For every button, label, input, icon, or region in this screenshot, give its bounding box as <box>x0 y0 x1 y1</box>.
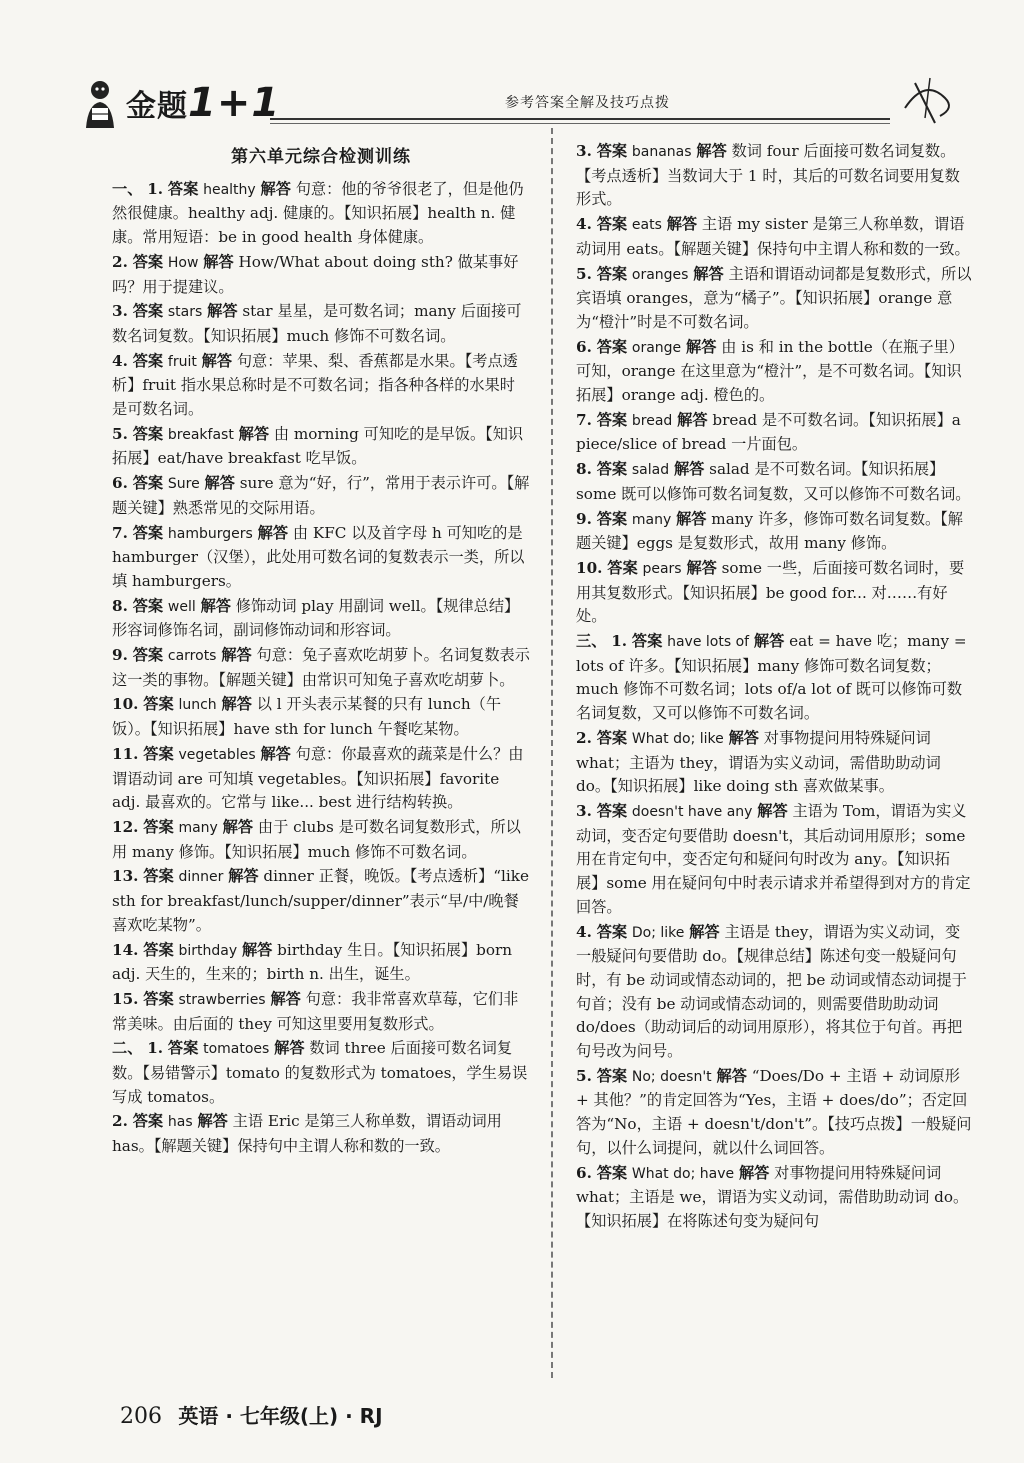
answer-label: 答案 <box>596 264 628 283</box>
item-number: 3. <box>576 142 592 160</box>
answer-label: 答案 <box>132 646 164 665</box>
answer-label: 答案 <box>167 179 199 198</box>
item-number: 10. <box>576 558 603 577</box>
answer-label: 答案 <box>143 867 174 886</box>
item-prefix: 一、 <box>112 179 143 198</box>
answer-item <box>576 727 972 799</box>
answer-text: bananas <box>631 144 692 160</box>
answer-text: vegetables <box>178 746 256 763</box>
explain-label: 解答 <box>257 523 289 542</box>
answer-item <box>576 557 972 629</box>
answer-text: doesn't have any <box>631 803 753 820</box>
answer-item <box>576 336 972 408</box>
item-number: 2. <box>112 1112 128 1131</box>
answer-text: breakfast <box>167 426 234 443</box>
item-number: 3. <box>576 801 592 820</box>
explain-label: 解答 <box>686 558 717 577</box>
answer-label: 答案 <box>143 989 174 1008</box>
answer-text: tomatoes <box>203 1041 270 1058</box>
explain-label: 解答 <box>228 867 259 886</box>
answer-item <box>112 644 530 692</box>
answer-text: well <box>167 598 196 615</box>
answer-text: many <box>631 511 672 528</box>
page-footer <box>120 1400 383 1429</box>
item-number: 9. <box>112 646 128 665</box>
explain-label: 解答 <box>200 596 231 615</box>
answer-label: 答案 <box>132 252 164 271</box>
explain-label: 解答 <box>207 302 238 321</box>
explain-text: 由 morning 可知吃的是早饭。【知识拓展】eat/have breakfast 吃早饭。 <box>112 424 524 468</box>
item-number: 2. <box>576 728 592 747</box>
explain-label: 解答 <box>241 940 273 959</box>
explain-label: 解答 <box>221 695 252 714</box>
answer-item <box>112 251 530 299</box>
explain-text: 主语和谓语动词都是复数形式，所以宾语填 oranges，意为“橘子”。【知识拓展】orange 意为“橙汁”时是不可数名词。 <box>576 264 972 331</box>
answer-label: 答案 <box>132 1112 164 1131</box>
swirl-decoration-icon <box>895 68 965 128</box>
answer-label: 答案 <box>596 410 628 429</box>
answer-item <box>112 743 530 815</box>
answer-label: 答案 <box>143 695 174 714</box>
answer-text: have lots of <box>667 634 750 651</box>
explain-text: 句意：他的爷爷很老了，但是他仍然很健康。healthy adj. 健康的。【知识拓展】health n. 健康。常用短语：be in good health 身体健康。 <box>112 179 524 247</box>
explain-text: 数词 four 后面接可数名词复数。【考点透析】当数词大于 1 时，其后的可数名词要用复数形式。 <box>576 142 960 209</box>
answer-item <box>112 939 530 987</box>
explain-text: 数词 three 后面接可数名词复数。【易错警示】tomato 的复数形式为 tomatoes，学生易误写成 tomatos。 <box>112 1039 528 1106</box>
answer-text: hamburgers <box>167 525 253 542</box>
explain-label: 解答 <box>222 817 254 836</box>
explain-label: 解答 <box>197 1112 228 1131</box>
answer-item <box>576 263 972 335</box>
explain-label: 解答 <box>260 179 291 198</box>
explain-label: 解答 <box>738 1163 770 1182</box>
explain-text: sure 意为“好，行”，常用于表示许可。【解题关键】熟悉常见的交际用语。 <box>112 474 530 517</box>
item-number: 4. <box>576 215 592 234</box>
answer-label: 答案 <box>143 940 174 959</box>
answer-text: has <box>167 1114 193 1131</box>
explain-label: 解答 <box>686 337 717 356</box>
answer-text: healthy <box>203 181 256 198</box>
answer-label: 答案 <box>596 460 628 479</box>
left-answer-list <box>112 178 530 1159</box>
item-prefix: 二、 <box>112 1039 143 1058</box>
answer-text: What do; have <box>631 1165 735 1182</box>
explain-text: dinner 正餐，晚饭。【考点透析】“like sth for breakfast/lunch/supper/dinner”表示“早/中/晚餐喜欢吃某物”。 <box>112 867 529 934</box>
subject-label: 英语 · 七年级(上) · RJ <box>178 1404 383 1428</box>
answer-item <box>112 300 530 348</box>
answer-item <box>112 423 530 471</box>
answer-label: 答案 <box>596 1163 628 1182</box>
item-number: 11. <box>112 744 139 763</box>
answer-item <box>112 1110 530 1158</box>
explain-label: 解答 <box>689 922 720 941</box>
explain-label: 解答 <box>238 424 270 443</box>
answer-item <box>112 350 530 422</box>
item-number: 4. <box>112 351 128 370</box>
explain-label: 解答 <box>757 801 788 820</box>
right-answer-list <box>576 140 972 1234</box>
header-rule <box>270 118 890 120</box>
explain-text: 句意：苹果、梨、香蕉都是水果。【考点透析】fruit 指水果总称时是不可数名词；指各种各样的水果时是可数名词。 <box>112 351 518 419</box>
explain-text: 以 l 开头表示某餐的只有 lunch（午饭）。【知识拓展】have sth for lunch 午餐吃某物。 <box>112 695 502 739</box>
item-number: 15. <box>112 989 139 1008</box>
answer-item <box>576 458 972 506</box>
explain-text: birthday 生日。【知识拓展】born adj. 天生的，生来的；birth n. 出生，诞生。 <box>112 940 513 984</box>
answer-text: What do; like <box>631 730 724 747</box>
answer-text: How <box>167 254 199 271</box>
answer-item <box>576 140 972 212</box>
answer-label: 答案 <box>596 728 628 747</box>
answer-item <box>112 1037 530 1109</box>
answer-item <box>112 693 530 741</box>
answer-label: 答案 <box>596 337 628 356</box>
answer-label: 答案 <box>132 523 164 542</box>
logo-title: 金题1+1 <box>126 80 281 126</box>
explain-label: 解答 <box>753 632 785 651</box>
explain-text: 修饰动词 play 用副词 well。【规律总结】形容词修饰名词，副词修饰动词和形容词。 <box>112 596 520 640</box>
answer-item <box>576 1162 972 1234</box>
explain-text: 句意：你最喜欢的蔬菜是什么？由谓语动词 are 可知填 vegetables。【知识拓展】favorite adj. 最喜欢的。它常与 like... best 进行结构转换。 <box>112 744 524 812</box>
item-number: 8. <box>112 596 128 615</box>
answer-label: 答案 <box>143 744 174 763</box>
answer-item <box>576 921 972 1064</box>
answer-text: strawberries <box>178 991 266 1008</box>
explain-label: 解答 <box>676 509 707 528</box>
answer-label: 答案 <box>596 509 628 528</box>
explain-label: 解答 <box>728 728 759 747</box>
answer-text: No; doesn't <box>631 1068 712 1085</box>
answer-item <box>576 213 972 261</box>
item-number: 5. <box>112 424 128 443</box>
explain-text: 主语 Eric 是第三人称单数，谓语动词用 has。【解题关键】保持句中主谓人称和数的一致。 <box>112 1112 502 1156</box>
answer-label: 答案 <box>596 1066 628 1085</box>
item-number: 6. <box>576 1163 592 1182</box>
explain-text: 主语是 they，谓语为实义动词，变一般疑问句要借助 do。【规律总结】陈述句变一般疑问句时，有 be 动词或情态动词的，把 be 动词或情态动词提于句首；没有 be 动词或情态动词的，则需要借助助动词 do/does（助动词后的动词用原形），将其位于句首。再把句号改为问号。 <box>576 922 967 1061</box>
item-number: 5. <box>576 1066 592 1085</box>
explain-text: “Does/Do + 主语 + 动词原形 + 其他？”的肯定回答为“Yes，主语 + does/do”；否定回答为“No，主语 + doesn't/don't”。【技巧点拨】一般疑问句，以什么词提问，就以什么词回答。 <box>576 1066 972 1157</box>
header-subtitle: 参考答案全解及技巧点拨 <box>505 95 670 111</box>
item-prefix: 三、 <box>576 632 607 651</box>
explain-text: 由 KFC 以及首字母 h 可知吃的是 hamburger（汉堡），此处用可数名词的复数表示一类，所以填 hamburgers。 <box>112 523 525 590</box>
explain-text: bread 是不可数名词。【知识拓展】a piece/slice of bread 一片面包。 <box>576 410 961 454</box>
answer-text: orange <box>631 339 682 356</box>
page-header <box>0 0 1024 135</box>
item-number: 5. <box>576 264 592 283</box>
explain-label: 解答 <box>673 460 705 479</box>
explain-label: 解答 <box>201 351 233 370</box>
answer-label: 答案 <box>596 215 628 234</box>
answer-label: 答案 <box>596 142 628 160</box>
answer-text: eats <box>631 217 662 234</box>
item-number: 9. <box>576 509 592 528</box>
item-number: 12. <box>112 817 139 836</box>
answer-item <box>112 865 530 937</box>
answer-label: 答案 <box>596 801 628 820</box>
explain-text: star 星星，是可数名词；many 后面接可数名词复数。【知识拓展】much 修饰不可数名词。 <box>112 302 522 345</box>
explain-text: 由 is 和 in the bottle（在瓶子里）可知，orange 在这里意为“橙汁”，是不可数名词。【知识拓展】orange adj. 橙色的。 <box>576 337 964 405</box>
explain-text: 由于 clubs 是可数名词复数形式，所以用 many 修饰。【知识拓展】much 修饰不可数名词。 <box>112 817 521 861</box>
answer-label: 答案 <box>132 351 164 370</box>
answer-label: 答案 <box>167 1039 199 1058</box>
explain-label: 解答 <box>203 252 234 271</box>
explain-label: 解答 <box>260 744 291 763</box>
explain-label: 解答 <box>693 264 724 283</box>
answer-label: 答案 <box>631 632 663 651</box>
answer-label: 答案 <box>143 817 174 836</box>
answer-item <box>576 409 972 457</box>
answer-item <box>112 595 530 643</box>
answer-text: carrots <box>167 648 217 665</box>
answer-label: 答案 <box>607 558 638 577</box>
answer-item <box>576 800 972 920</box>
item-number: 3. <box>112 302 128 321</box>
explain-label: 解答 <box>677 410 708 429</box>
answer-item <box>112 178 530 250</box>
answer-item <box>112 988 530 1036</box>
answer-item <box>576 1065 972 1161</box>
item-number: 8. <box>576 460 592 479</box>
item-number: 7. <box>576 410 592 429</box>
answer-item <box>576 630 972 726</box>
answer-text: Do; like <box>631 924 685 941</box>
explain-text: eat = have 吃；many = lots of 许多。【知识拓展】many 修饰可数名词复数；much 修饰不可数名词；lots of/a lot of 既可以修饰可数名词复数，又可以修饰不可数名词。 <box>576 632 967 723</box>
explain-text: 句意：我非常喜欢草莓，它们非常美味。由后面的 they 可知这里要用复数形式。 <box>112 989 519 1033</box>
answer-label: 答案 <box>132 424 164 443</box>
explain-text: salad 是不可数名词。【知识拓展】some 既可以修饰可数名词复数，又可以修饰不可数名词。 <box>576 460 971 503</box>
answer-item <box>112 472 530 520</box>
answer-text: Sure <box>167 476 200 493</box>
answer-text: salad <box>631 462 670 479</box>
left-column <box>112 140 530 1160</box>
answer-text: dinner <box>178 869 224 886</box>
column-divider <box>551 128 553 1378</box>
mascot-logo-icon <box>78 78 122 130</box>
answer-item <box>112 522 530 594</box>
item-number: 6. <box>576 337 592 356</box>
item-number: 10. <box>112 695 139 714</box>
item-number: 6. <box>112 474 128 493</box>
explain-label: 解答 <box>270 989 301 1008</box>
explain-label: 解答 <box>696 142 727 160</box>
item-number: 7. <box>112 523 128 542</box>
section-title: 第六单元综合检测训练 <box>231 147 411 167</box>
item-number: 1. <box>147 179 164 198</box>
answer-item <box>576 508 972 556</box>
explain-text: How/What about doing sth? 做某事好吗？用于提建议。 <box>112 252 519 296</box>
answer-text: lunch <box>178 697 217 714</box>
explain-label: 解答 <box>221 646 252 665</box>
answer-text: pears <box>642 560 682 577</box>
answer-item <box>112 816 530 864</box>
explain-text: 主语 my sister 是第三人称单数，谓语动词用 eats。【解题关键】保持句中主谓人称和数的一致。 <box>576 215 970 258</box>
explain-text: 句意：兔子喜欢吃胡萝卜。名词复数表示这一类的事物。【解题关键】由常识可知兔子喜欢吃胡萝卜。 <box>112 646 530 689</box>
answer-text: many <box>178 819 218 836</box>
answer-label: 答案 <box>132 302 164 321</box>
explain-text: 对事物提问用特殊疑问词 what；主语为 they，谓语为实义动词，需借助助动词 do。【知识拓展】like doing sth 喜欢做某事。 <box>576 728 941 796</box>
explain-text: some 一些，后面接可数名词时，要用其复数形式。【知识拓展】be good for... 对……有好处。 <box>576 558 965 626</box>
answer-text: birthday <box>178 942 238 959</box>
answer-text: oranges <box>631 266 689 283</box>
explain-label: 解答 <box>204 474 235 493</box>
explain-label: 解答 <box>274 1039 305 1058</box>
item-number: 1. <box>147 1039 164 1058</box>
answer-label: 答案 <box>132 474 164 493</box>
item-number: 1. <box>611 632 628 651</box>
item-number: 14. <box>112 940 139 959</box>
header-rule-thin <box>270 123 890 124</box>
right-column <box>576 140 972 1235</box>
explain-text: 对事物提问用特殊疑问词 what；主语是 we，谓语为实义动词，需借助助动词 do。【知识拓展】在将陈述句变为疑问句 <box>576 1163 969 1230</box>
answer-text: stars <box>167 304 203 321</box>
explain-label: 解答 <box>716 1066 747 1085</box>
item-number: 13. <box>112 867 139 886</box>
explain-text: 主语为 Tom，谓语为实义动词，变否定句要借助 doesn't，其后动词用原形；some 用在肯定句中，变否定句和疑问句时改为 any。【知识拓展】some 用在疑问句中时表示请求并希望得到对方的肯定回答。 <box>576 801 971 916</box>
item-number: 2. <box>112 252 128 271</box>
explain-text: many 许多，修饰可数名词复数。【解题关键】eggs 是复数形式，故用 many 修饰。 <box>576 509 963 553</box>
answer-label: 答案 <box>132 596 164 615</box>
answer-label: 答案 <box>596 922 628 941</box>
explain-label: 解答 <box>666 215 698 234</box>
answer-text: fruit <box>167 353 197 370</box>
answer-text: bread <box>631 412 673 429</box>
item-number: 4. <box>576 922 592 941</box>
page-number: 206 <box>120 1404 162 1429</box>
